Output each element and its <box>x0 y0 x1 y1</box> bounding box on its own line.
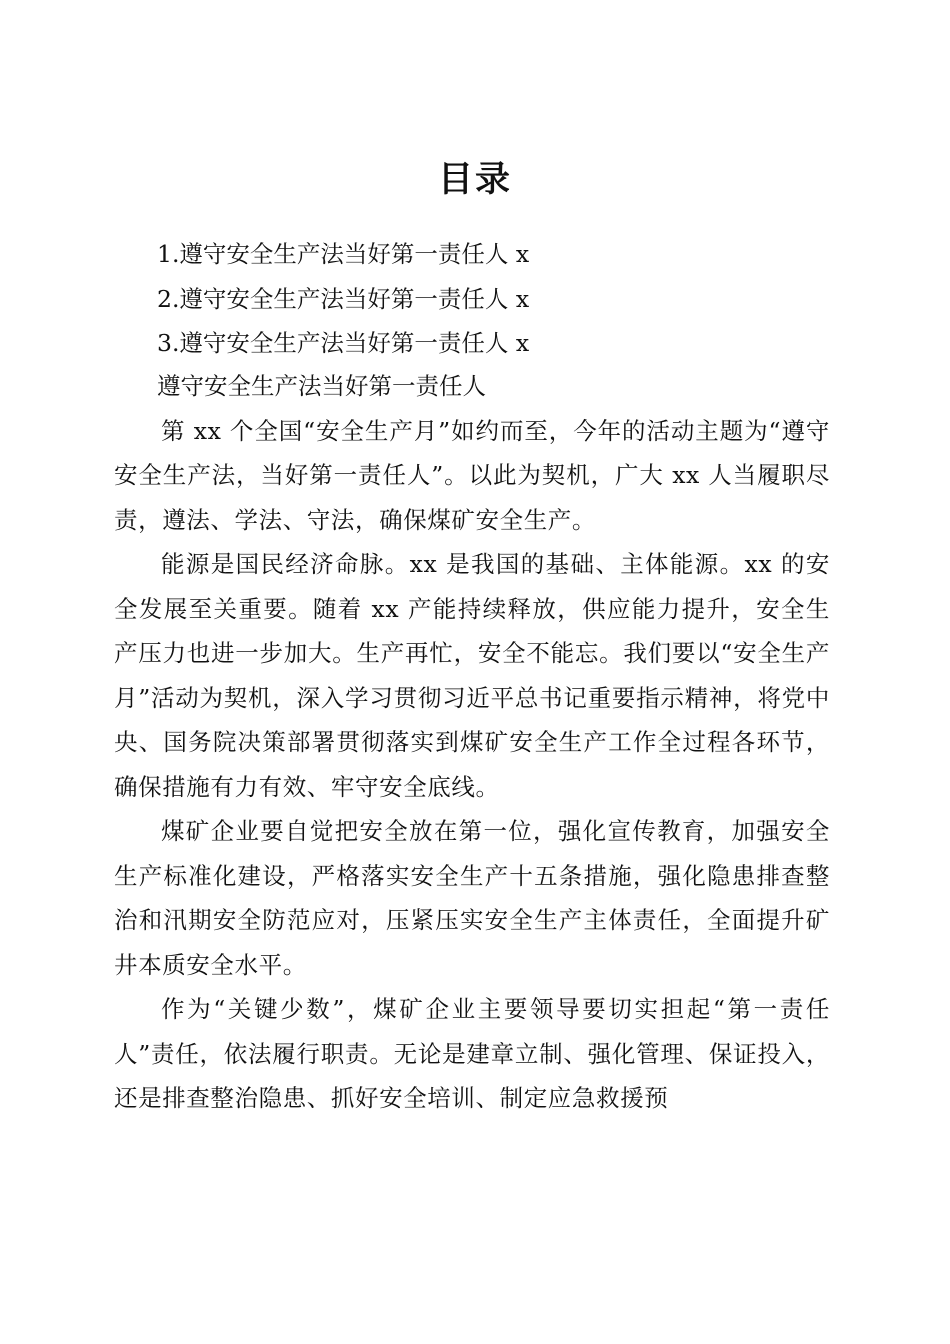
paragraph: 作为“关键少数”，煤矿企业主要领导要切实担起“第一责任人”责任，依法履行职责。无论是建章立制、强化管理、保证投入，还是排查整治隐患、抓好安全培训、制定应急救援预 <box>114 995 830 1112</box>
toc-item: 1.遵守安全生产法当好第一责任人 x <box>157 240 530 268</box>
paragraph: 能源是国民经济命脉。xx 是我国的基础、主体能源。xx 的安全发展至关重要。随着 xx 产能持续释放，供应能力提升，安全生产压力也进一步加大。生产再忙，安全不能忘。我们要以“安全生产月”活动为契机，深入学习贯彻习近平总书记重要指示精神，将党中央、国务院决策部署贯彻落实到煤矿安全生产工作全过程各环节，确保措施有力有效、牢守安全底线。 <box>114 550 830 801</box>
section-title: 遵守安全生产法当好第一责任人 <box>157 372 486 400</box>
paragraph: 煤矿企业要自觉把安全放在第一位，强化宣传教育，加强安全生产标准化建设，严格落实安全生产十五条措施，强化隐患排查整治和汛期安全防范应对，压紧压实安全生产主体责任，全面提升矿井本质安全水平。 <box>114 817 830 979</box>
article-body <box>114 364 830 1121</box>
toc-item: 2.遵守安全生产法当好第一责任人 x <box>157 284 530 313</box>
page-title: 目录 <box>437 159 512 201</box>
toc-item: 3.遵守安全生产法当好第一责任人 x <box>157 329 530 357</box>
table-of-contents <box>157 232 857 366</box>
paragraph: 第 xx 个全国“安全生产月”如约而至，今年的活动主题为“遵守安全生产法，当好第一责任人”。以此为契机，广大 xx 人当履职尽责，遵法、学法、守法，确保煤矿安全生产。 <box>114 416 830 534</box>
